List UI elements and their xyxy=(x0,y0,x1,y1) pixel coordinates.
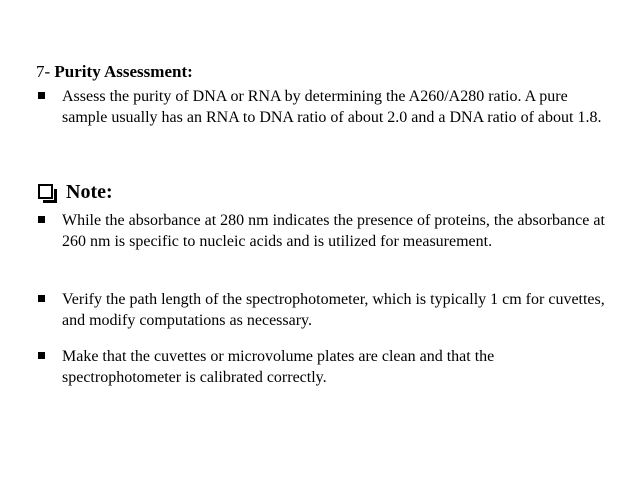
bullet-text: While the absorbance at 280 nm indicates the presence of proteins, the absorbance at 260 nm is specific to nucleic acids and is utilized for measurement. xyxy=(62,212,605,250)
note-bullet-cuvettes xyxy=(36,346,616,388)
note-bullet-absorbance xyxy=(36,210,616,252)
bullet-text: Make that the cuvettes or microvolume plates are clean and that the spectrophotometer is calibrated correctly. xyxy=(62,348,495,386)
note-title: Note: xyxy=(66,181,113,203)
bullet-text: Assess the purity of DNA or RNA by determining the A260/A280 ratio. A pure sample usually has an RNA to DNA ratio of about 2.0 and a DNA ratio of about 1.8. xyxy=(62,88,602,126)
section-heading xyxy=(36,61,193,83)
purity-bullet xyxy=(36,86,616,128)
note-bullet-path-length xyxy=(36,289,616,331)
section-title: Purity Assessment: xyxy=(54,62,193,81)
checkbox-bullet-icon xyxy=(38,184,53,199)
square-bullet-icon xyxy=(38,352,45,359)
square-bullet-icon xyxy=(38,92,45,99)
square-bullet-icon xyxy=(38,216,45,223)
section-number: 7- xyxy=(36,62,51,81)
square-bullet-icon xyxy=(38,295,45,302)
bullet-text: Verify the path length of the spectrophotometer, which is typically 1 cm for cuvettes, and modify computations as necessary. xyxy=(62,291,605,329)
